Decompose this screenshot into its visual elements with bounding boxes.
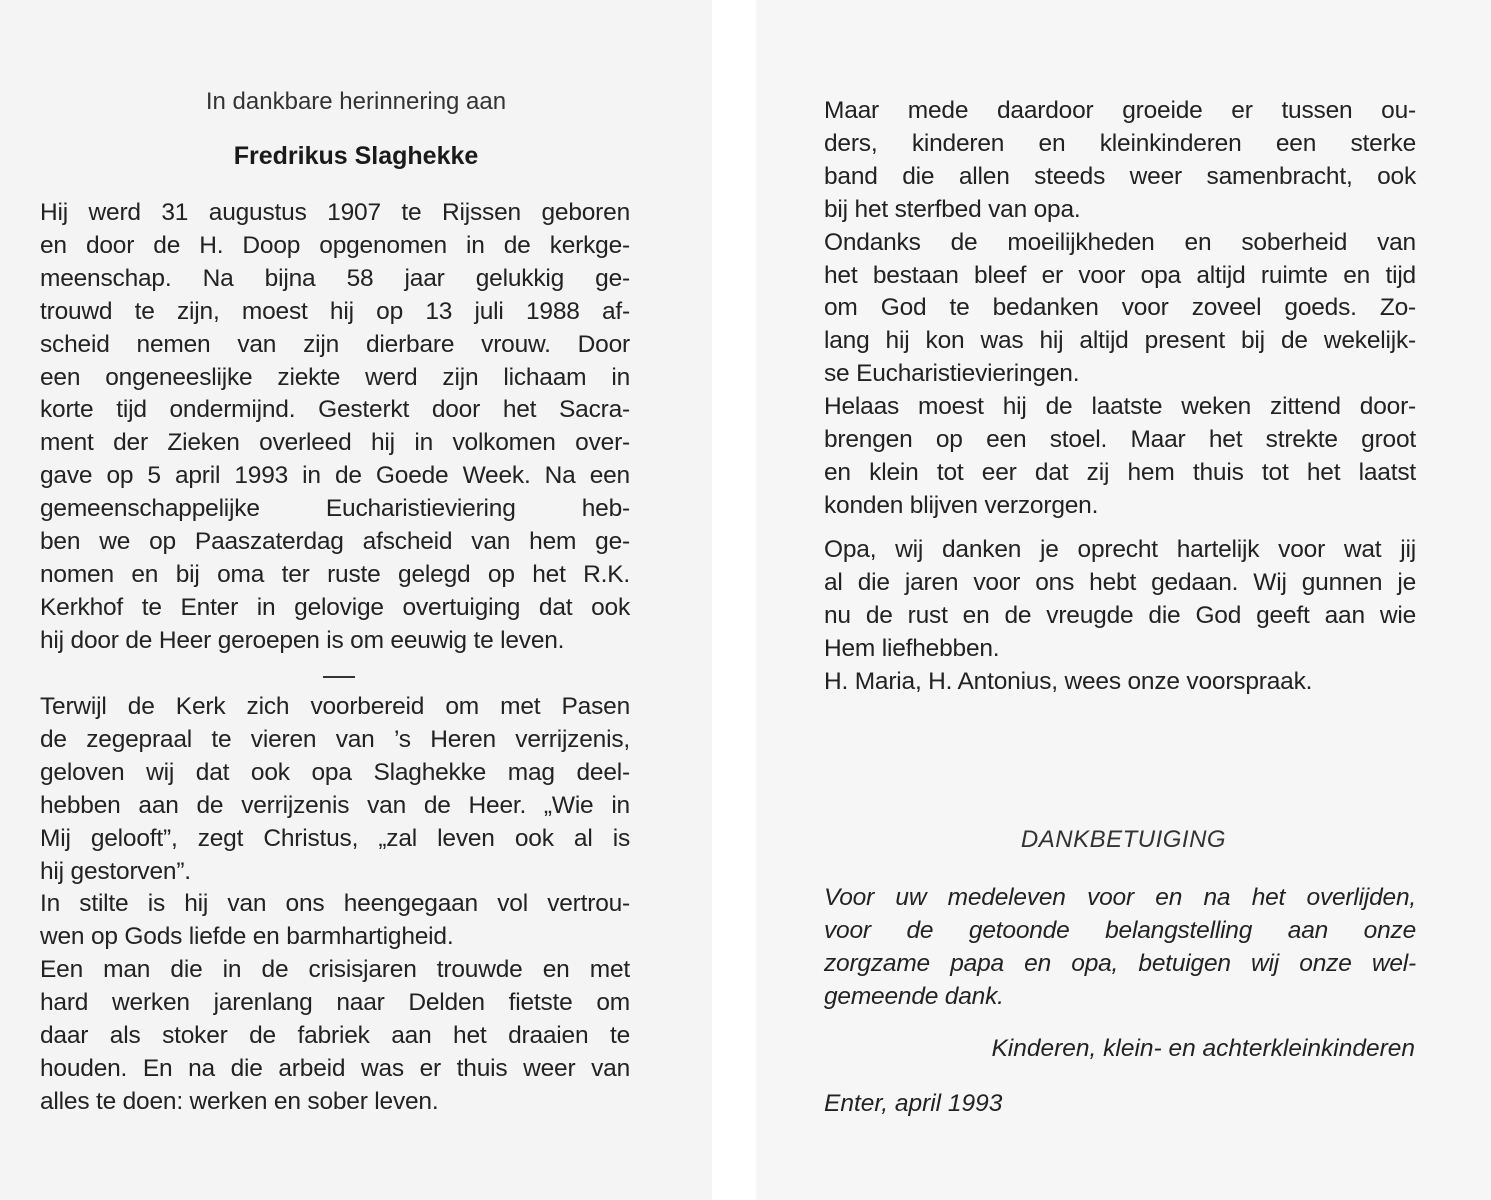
deceased-name: Fredrikus Slaghekke: [233, 142, 479, 170]
divider: [323, 676, 355, 678]
intro-text: In dankbare herinnering aan: [205, 88, 507, 115]
faith-paragraph: [40, 691, 630, 1119]
gratitude-paragraph: [824, 534, 1416, 699]
biography-paragraph: [40, 197, 630, 658]
text-line: geloven wij dat ook opa Slaghekke mag deel-: [40, 758, 630, 786]
right-card: [756, 0, 1491, 1200]
family-signature: Kinderen, klein- en achterkleinkinderen: [991, 1035, 1415, 1062]
text-line: brengen op een stoel. Maar het strekte groot: [824, 426, 1416, 454]
prayer-line: H. Maria, H. Antonius, wees onze voorspraak.: [824, 667, 1313, 695]
text-line: hij gestorven”.: [40, 857, 191, 885]
text-line: Terwijl de Kerk zich voorbereid om met Pasen: [40, 693, 630, 720]
text-line: voor de getoonde belangstelling aan onze: [824, 916, 1416, 944]
thanks-heading: DANKBETUIGING: [1020, 826, 1227, 853]
text-line: om God te bedanken voor zoveel goeds. Zo-: [824, 294, 1416, 322]
text-line: ben we op Paaszaterdag afscheid van hem ge-: [40, 528, 630, 556]
text-line: Helaas moest hij de laatste weken zittend door-: [824, 393, 1416, 421]
text-line: gave op 5 april 1993 in de Goede Week. Na een: [40, 462, 630, 490]
text-line: houden. En na die arbeid was er thuis weer van: [40, 1054, 630, 1082]
text-line: Hem liefhebben.: [824, 634, 1000, 662]
left-card: [0, 0, 712, 1200]
memories-paragraph: [824, 95, 1416, 523]
place-date: Enter, april 1993: [824, 1090, 1003, 1117]
text-line: korte tijd ondermijnd. Gesterkt door het Sacra-: [40, 396, 630, 424]
text-line: band die allen steeds weer samenbracht, ook: [824, 162, 1416, 190]
text-line: en door de H. Doop opgenomen in de kerkge-: [40, 231, 630, 259]
text-line: ders, kinderen en kleinkinderen een sterke: [824, 129, 1416, 157]
text-line: konden blijven verzorgen.: [824, 491, 1099, 519]
text-line: Mij gelooft”, zegt Christus, „zal leven ook al is: [40, 824, 630, 852]
text-line: trouwd te zijn, moest hij op 13 juli 1988 af-: [40, 297, 630, 325]
text-line: Opa, wij danken je oprecht hartelijk voor wat jij: [824, 536, 1416, 563]
text-line: scheid nemen van zijn dierbare vrouw. Door: [40, 330, 630, 358]
text-line: de zegepraal te vieren van ’s Heren verrijzenis,: [40, 725, 630, 753]
text-line: Voor uw medeleven voor en na het overlijden,: [824, 884, 1416, 911]
text-line: hard werken jarenlang naar Delden fietste om: [40, 989, 630, 1017]
text-line: Kerkhof te Enter in gelovige overtuiging dat ook: [40, 593, 630, 621]
text-line: het bestaan bleef er voor opa altijd ruimte en tijd: [824, 261, 1416, 289]
text-line: en klein tot eer dat zij hem thuis tot het laatst: [824, 458, 1416, 486]
text-line: hebben aan de verrijzenis van de Heer. „Wie in: [40, 791, 630, 819]
text-line: gemeenschappelijke Eucharistieviering heb-: [40, 495, 630, 523]
text-line: zorgzame papa en opa, betuigen wij onze wel-: [824, 949, 1416, 977]
text-line: nomen en bij oma ter ruste gelegd op het R.K.: [40, 560, 630, 588]
text-line: Maar mede daardoor groeide er tussen ou-: [824, 97, 1416, 124]
text-line: Ondanks de moeilijkheden en soberheid van: [824, 228, 1416, 256]
text-line: lang hij kon was hij altijd present bij de wekelijk-: [824, 327, 1416, 355]
text-line: meenschap. Na bijna 58 jaar gelukkig ge-: [40, 264, 630, 292]
text-line: In stilte is hij van ons heengegaan vol vertrou-: [40, 890, 630, 918]
text-line: bij het sterfbed van opa.: [824, 195, 1081, 223]
text-line: gemeende dank.: [824, 982, 1004, 1010]
text-line: een ongeneeslijke ziekte werd zijn lichaam in: [40, 363, 630, 391]
text-line: hij door de Heer geroepen is om eeuwig te leven.: [40, 626, 565, 654]
text-line: alles te doen: werken en sober leven.: [40, 1087, 439, 1115]
text-line: nu de rust en de vreugde die God geeft aan wie: [824, 601, 1416, 629]
thanks-paragraph: [824, 882, 1416, 1014]
text-line: Een man die in de crisisjaren trouwde en met: [40, 956, 630, 984]
text-line: daar als stoker de fabriek aan het draaien te: [40, 1022, 630, 1050]
text-line: wen op Gods liefde en barmhartigheid.: [40, 923, 454, 951]
text-line: Hij werd 31 augustus 1907 te Rijssen geboren: [40, 199, 630, 226]
text-line: al die jaren voor ons hebt gedaan. Wij gunnen je: [824, 568, 1416, 596]
text-line: se Eucharistievieringen.: [824, 360, 1080, 388]
text-line: ment der Zieken overleed hij in volkomen over-: [40, 429, 630, 457]
